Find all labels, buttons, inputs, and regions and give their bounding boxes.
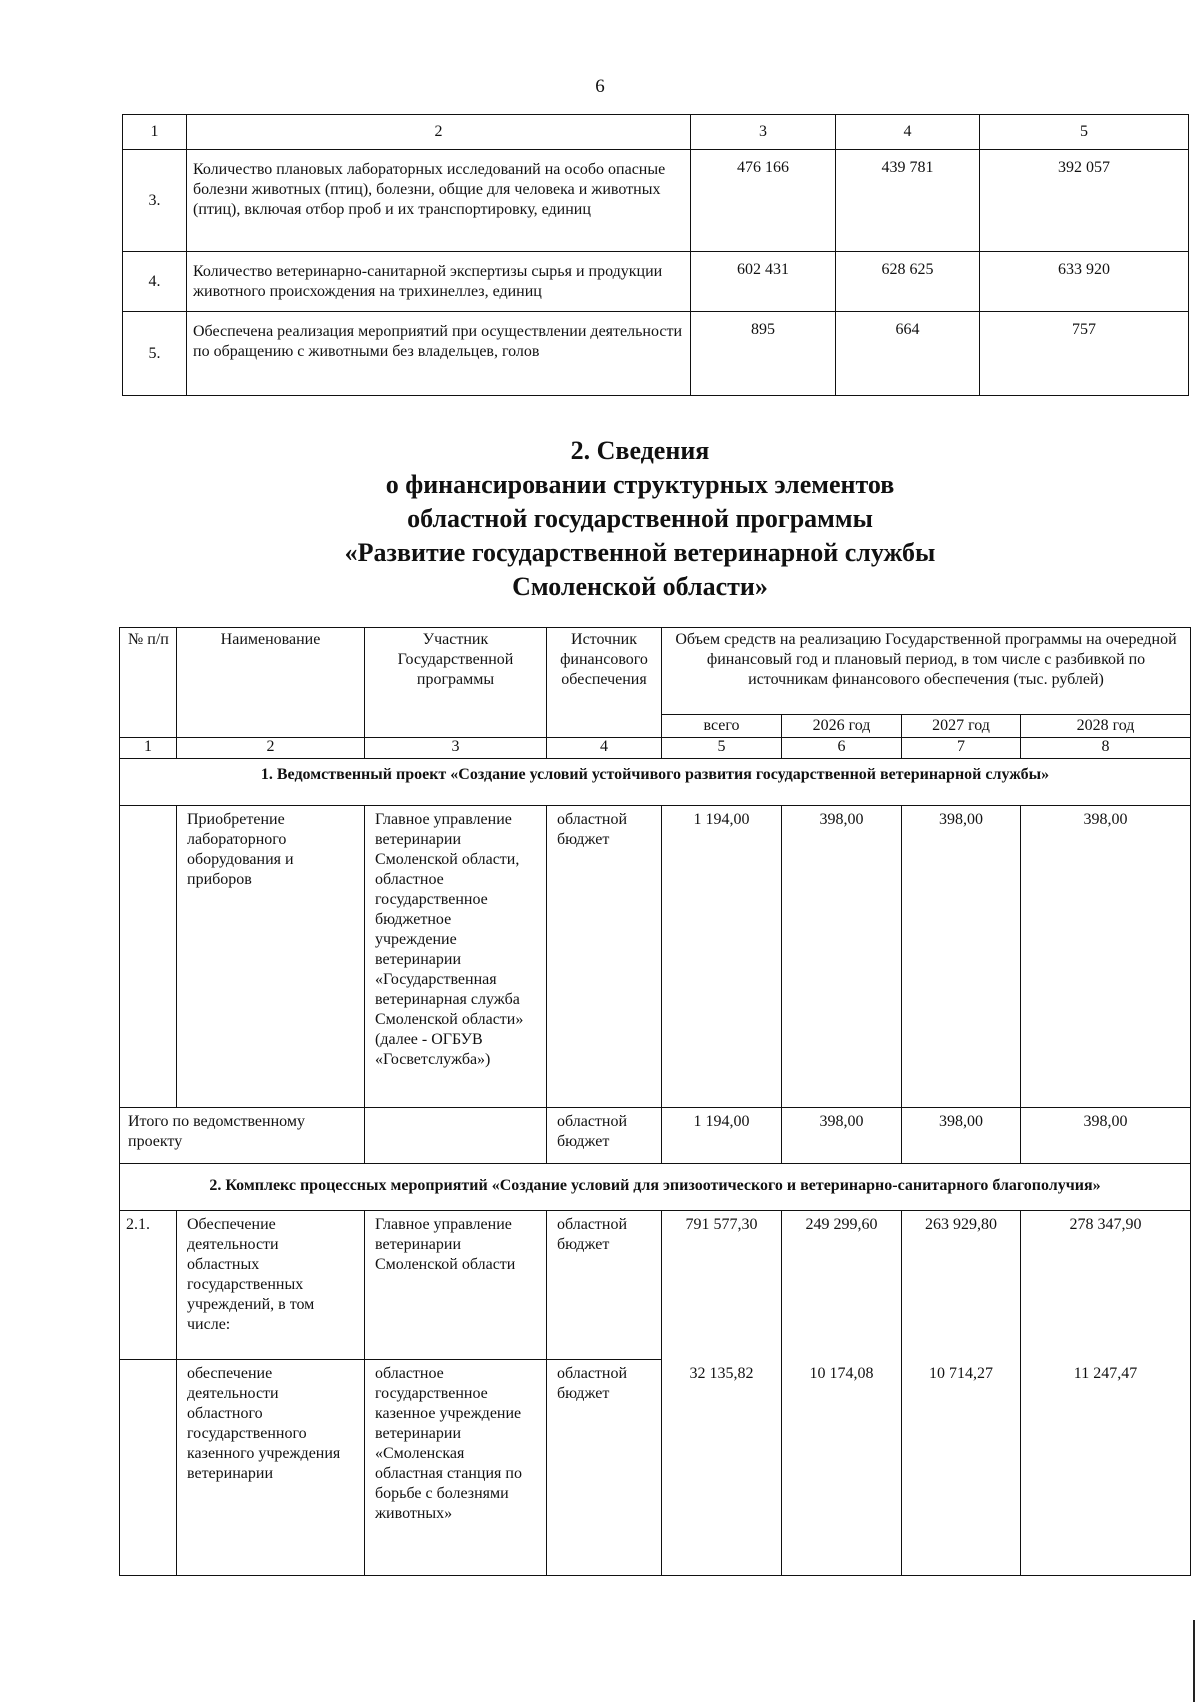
col-header: 3 bbox=[691, 115, 836, 150]
header-year-2026: 2026 год bbox=[782, 715, 902, 738]
scan-edge-mark bbox=[1193, 1620, 1195, 1702]
section-title-line: «Развитие государственной ветеринарной службы bbox=[344, 538, 936, 567]
col-number: 6 bbox=[782, 738, 902, 759]
col-number: 7 bbox=[902, 738, 1021, 759]
col-header: 1 bbox=[123, 115, 187, 150]
row-2027: 10 714,27 bbox=[902, 1360, 1021, 1576]
row-total: 32 135,82 bbox=[662, 1360, 782, 1576]
col-number: 2 bbox=[177, 738, 365, 759]
col-number: 8 bbox=[1021, 738, 1191, 759]
row-source: областной бюджет bbox=[547, 806, 662, 1108]
row-text: Количество ветеринарно-санитарной экспертизы сырья и продукции животного происхождения на трихинеллез, единиц bbox=[187, 252, 691, 312]
header-total: всего bbox=[662, 715, 782, 738]
row-value-2: 664 bbox=[836, 312, 980, 396]
header-volume: Объем средств на реализацию Государственной программы на очередной финансовый год и плановый период, в том числе с разбивкой по источникам финансового обеспечения (тыс. рублей) bbox=[662, 628, 1191, 715]
row-2027: 398,00 bbox=[902, 1108, 1021, 1164]
section-2-title: 2. Комплекс процессных мероприятий «Создание условий для эпизоотического и ветеринарно-санитарного благополучия» bbox=[120, 1164, 1191, 1211]
row-number: 4. bbox=[123, 252, 187, 312]
col-header: 2 bbox=[187, 115, 691, 150]
row-value-2: 628 625 bbox=[836, 252, 980, 312]
header-year-2028: 2028 год bbox=[1021, 715, 1191, 738]
col-number: 4 bbox=[547, 738, 662, 759]
row-2026: 10 174,08 bbox=[782, 1360, 902, 1576]
row-2026: 249 299,60 bbox=[782, 1211, 902, 1360]
row-name: Приобретение лабораторного оборудования и приборов bbox=[177, 806, 365, 1108]
financing-table bbox=[119, 627, 1191, 1576]
table-header-row bbox=[123, 115, 1189, 150]
row-participant: Главное управление ветеринарии Смоленской области bbox=[365, 1211, 547, 1360]
section-row bbox=[120, 759, 1191, 806]
header-name: Наименование bbox=[177, 628, 365, 738]
row-source: областной бюджет bbox=[547, 1108, 662, 1164]
indicators-table bbox=[122, 114, 1189, 396]
table-row bbox=[123, 312, 1189, 396]
table-row bbox=[120, 1211, 1191, 1360]
subtotal-label: Итого по ведомственному проекту bbox=[120, 1108, 365, 1164]
row-value-3: 633 920 bbox=[980, 252, 1189, 312]
row-2028: 278 347,90 bbox=[1021, 1211, 1191, 1360]
row-participant: Главное управление ветеринарии Смоленской области, областное государственное бюджетное учреждение ветеринарии «Государственная ветеринарная служба Смоленской области» (далее - ОГБУВ «Госветслужба») bbox=[365, 806, 547, 1108]
col-header: 5 bbox=[980, 115, 1189, 150]
row-total: 1 194,00 bbox=[662, 806, 782, 1108]
header-participant: Участник Государственной программы bbox=[365, 628, 547, 738]
col-number: 1 bbox=[120, 738, 177, 759]
col-number: 3 bbox=[365, 738, 547, 759]
table-row bbox=[120, 1360, 1191, 1576]
row-number: 3. bbox=[123, 150, 187, 252]
row-number: 5. bbox=[123, 312, 187, 396]
row-name: Обеспечение деятельности областных государственных учреждений, в том числе: bbox=[177, 1211, 365, 1360]
row-name: обеспечение деятельности областного государственного казенного учреждения ветеринарии bbox=[177, 1360, 365, 1576]
row-source: областной бюджет bbox=[547, 1211, 662, 1360]
row-2028: 398,00 bbox=[1021, 806, 1191, 1108]
section-title-line: областной государственной программы bbox=[407, 504, 873, 533]
page-number: 6 bbox=[595, 76, 605, 97]
row-participant: областное государственное казенное учреждение ветеринарии «Смоленская областная станция по борьбе с болезнями животных» bbox=[365, 1360, 547, 1576]
section-title-line: о финансировании структурных элементов bbox=[385, 470, 895, 499]
row-2027: 398,00 bbox=[902, 806, 1021, 1108]
row-value-1: 602 431 bbox=[691, 252, 836, 312]
row-total: 1 194,00 bbox=[662, 1108, 782, 1164]
column-numbers-row bbox=[120, 738, 1191, 759]
row-value-1: 895 bbox=[691, 312, 836, 396]
row-number bbox=[120, 1360, 177, 1576]
section-title bbox=[0, 434, 1200, 604]
row-value-1: 476 166 bbox=[691, 150, 836, 252]
row-value-2: 439 781 bbox=[836, 150, 980, 252]
row-number bbox=[120, 806, 177, 1108]
section-title-line: Смоленской области» bbox=[512, 572, 768, 601]
section-title-line: 2. Сведения bbox=[570, 436, 710, 465]
table-header-row bbox=[120, 628, 1191, 715]
section-1-title: 1. Ведомственный проект «Создание условий устойчивого развития государственной ветеринарной службы» bbox=[120, 759, 1191, 806]
row-2028: 398,00 bbox=[1021, 1108, 1191, 1164]
header-num: № п/п bbox=[120, 628, 177, 738]
row-value-3: 392 057 bbox=[980, 150, 1189, 252]
table-row bbox=[120, 806, 1191, 1108]
col-header: 4 bbox=[836, 115, 980, 150]
row-number: 2.1. bbox=[120, 1211, 177, 1360]
row-text: Количество плановых лабораторных исследований на особо опасные болезни животных (птиц), болезни, общие для человека и животных (птиц), включая отбор проб и их транспортировку, единиц bbox=[187, 150, 691, 252]
subtotal-row bbox=[120, 1108, 1191, 1164]
row-2026: 398,00 bbox=[782, 1108, 902, 1164]
row-2026: 398,00 bbox=[782, 806, 902, 1108]
row-source: областной бюджет bbox=[547, 1360, 662, 1576]
row-total: 791 577,30 bbox=[662, 1211, 782, 1360]
section-row bbox=[120, 1164, 1191, 1211]
table-row bbox=[123, 150, 1189, 252]
header-source: Источник финансового обеспечения bbox=[547, 628, 662, 738]
row-participant bbox=[365, 1108, 547, 1164]
row-value-3: 757 bbox=[980, 312, 1189, 396]
row-2028: 11 247,47 bbox=[1021, 1360, 1191, 1576]
col-number: 5 bbox=[662, 738, 782, 759]
row-2027: 263 929,80 bbox=[902, 1211, 1021, 1360]
header-year-2027: 2027 год bbox=[902, 715, 1021, 738]
row-text: Обеспечена реализация мероприятий при осуществлении деятельности по обращению с животными без владельцев, голов bbox=[187, 312, 691, 396]
table-row bbox=[123, 252, 1189, 312]
